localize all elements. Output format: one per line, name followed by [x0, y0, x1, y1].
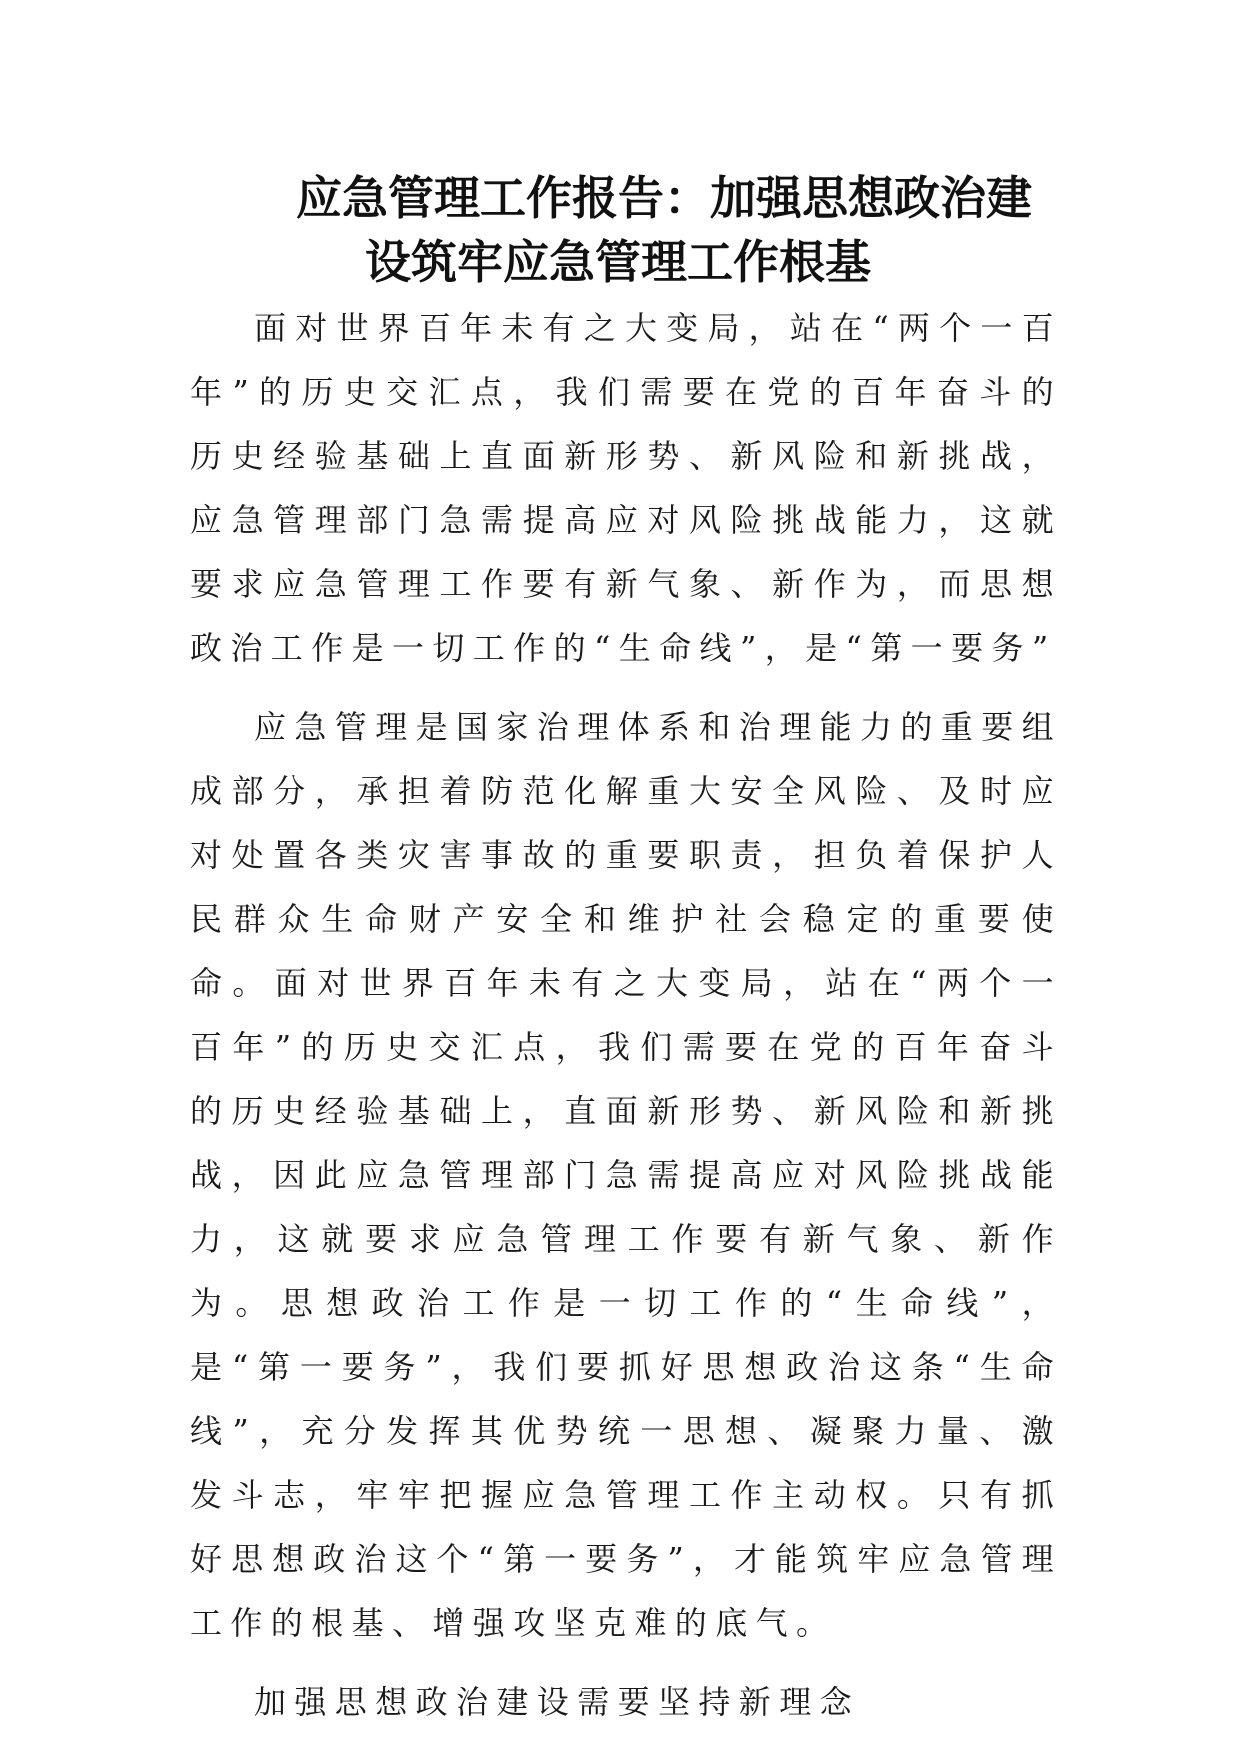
section-heading: 加强思想政治建设需要坚持新理念 [254, 1683, 861, 1721]
title-line-2: 设筑牢应急管理工作根基 [365, 235, 871, 289]
title-line-1: 应急管理工作报告：加强思想政治建 [296, 171, 1032, 225]
paragraph-1: 面对世界百年未有之大变局，站在“两个一百年”的历史交汇点，我们需要在党的百年奋斗的历史经验基础上直面新形势、新风险和新挑战，应急管理部门急需提高应对风险挑战能力，这就要求应急管理工作要有新气象、新作为，而思想政治工作是一切工作的“生命线”，是“第一要务” [190, 309, 1062, 667]
document-title [180, 166, 1080, 294]
paragraph-2: 应急管理是国家治理体系和治理能力的重要组成部分，承担着防范化解重大安全风险、及时应对处置各类灾害事故的重要职责，担负着保护人民群众生命财产安全和维护社会稳定的重要使命。面对世界百年未有之大变局，站在“两个一百年”的历史交汇点，我们需要在党的百年奋斗的历史经验基础上，直面新形势、新风险和新挑战，因此应急管理部门急需提高应对风险挑战能力，这就要求应急管理工作要有新气象、新作为。思想政治工作是一切工作的“生命线”，是“第一要务”，我们要抓好思想政治这条“生命线”，充分发挥其优势统一思想、凝聚力量、激发斗志，牢牢把握应急管理工作主动权。只有抓好思想政治这个“第一要务”，才能筑牢应急管理工作的根基、增强攻坚克难的底气。 [190, 708, 1063, 1642]
document-body [190, 296, 1062, 1749]
